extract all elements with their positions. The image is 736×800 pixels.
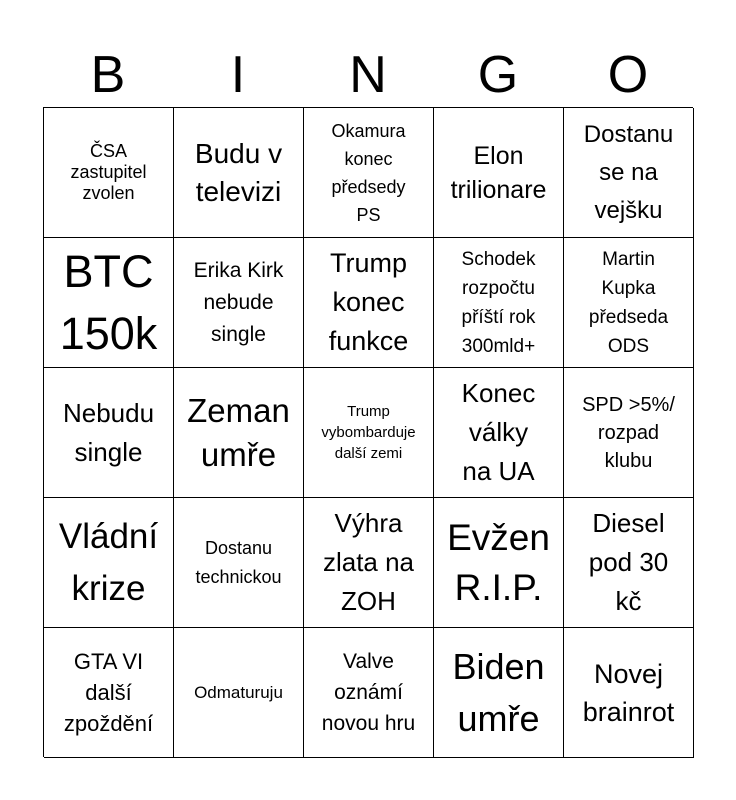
cell-line: příští rok xyxy=(461,306,536,328)
bingo-cell[interactable] xyxy=(174,498,304,628)
cell-line: zpoždění xyxy=(63,711,154,736)
bingo-cell[interactable] xyxy=(174,108,304,238)
cell-line: trilionare xyxy=(450,175,547,204)
cell-line: Konec xyxy=(461,378,536,408)
bingo-cell[interactable] xyxy=(434,628,564,758)
cell-line: konec xyxy=(332,287,405,317)
bingo-cell[interactable] xyxy=(44,498,174,628)
bingo-cell[interactable] xyxy=(44,368,174,498)
cell-line: 150k xyxy=(59,307,158,359)
header-letter-o: O xyxy=(607,46,649,104)
bingo-cell[interactable] xyxy=(564,108,694,238)
bingo-cell[interactable] xyxy=(434,498,564,628)
cell-line: na UA xyxy=(462,456,535,486)
bingo-header xyxy=(43,42,693,108)
cell-line: Martin xyxy=(602,248,655,270)
header-letter-b: B xyxy=(90,46,126,104)
cell-line: rozpad xyxy=(597,421,660,444)
cell-line: Trump xyxy=(329,248,407,278)
cell-line: BTC xyxy=(63,245,154,297)
bingo-cell[interactable] xyxy=(304,498,434,628)
cell-line: Evžen xyxy=(447,516,550,558)
cell-line: Vládní xyxy=(58,516,159,556)
cell-line: umře xyxy=(457,697,540,739)
bingo-cell[interactable] xyxy=(304,238,434,368)
cell-line: Okamura xyxy=(331,120,406,141)
cell-line: zvolen xyxy=(82,183,135,203)
cell-line: další xyxy=(85,680,132,705)
cell-line: ZOH xyxy=(341,586,396,616)
cell-line: pod 30 xyxy=(588,547,669,577)
cell-line: SPD >5%/ xyxy=(582,393,675,416)
cell-line: další zemi xyxy=(334,445,403,462)
cell-line: umře xyxy=(200,435,277,473)
bingo-cell[interactable] xyxy=(304,108,434,238)
bingo-cell[interactable] xyxy=(434,238,564,368)
bingo-cell[interactable] xyxy=(304,628,434,758)
cell-line: Erika Kirk xyxy=(193,258,284,282)
cell-line: Výhra xyxy=(334,508,403,538)
cell-line: Odmaturuju xyxy=(194,683,283,702)
cell-line: single xyxy=(74,436,143,467)
bingo-cell[interactable] xyxy=(434,368,564,498)
cell-line: ČSA xyxy=(89,141,127,161)
bingo-cell[interactable] xyxy=(174,238,304,368)
cell-line: novou hru xyxy=(321,712,416,735)
cell-line: Trump xyxy=(347,403,390,420)
bingo-cell[interactable] xyxy=(564,628,694,758)
cell-line: předsedy xyxy=(331,176,406,197)
cell-line: funkce xyxy=(328,326,409,356)
cell-line: vejšku xyxy=(594,196,663,224)
cell-line: R.I.P. xyxy=(454,566,543,608)
bingo-cell[interactable] xyxy=(174,368,304,498)
bingo-cell[interactable] xyxy=(304,368,434,498)
cell-line: kč xyxy=(615,586,642,616)
bingo-cell[interactable] xyxy=(564,238,694,368)
cell-line: Valve xyxy=(343,650,394,673)
cell-line: GTA VI xyxy=(73,649,144,674)
cell-line: Biden xyxy=(452,645,545,687)
bingo-cell[interactable] xyxy=(44,108,174,238)
bingo-cell[interactable] xyxy=(434,108,564,238)
cell-line: Schodek xyxy=(461,248,536,270)
header-letter-g: G xyxy=(477,46,519,104)
bingo-cell[interactable] xyxy=(44,238,174,368)
cell-line: krize xyxy=(71,568,146,608)
bingo-cell[interactable] xyxy=(174,628,304,758)
cell-line: oznámí xyxy=(334,681,403,704)
cell-line: Dostanu xyxy=(583,120,674,148)
cell-line: Budu v xyxy=(194,137,283,169)
cell-line: zastupitel xyxy=(70,162,147,182)
cell-line: vybombarduje xyxy=(321,424,416,441)
cell-line: války xyxy=(468,417,529,447)
cell-line: Novej xyxy=(593,658,663,689)
cell-line: Zeman xyxy=(187,391,290,429)
bingo-cell[interactable] xyxy=(44,628,174,758)
header-letter-n: N xyxy=(349,46,387,104)
cell-line: konec xyxy=(344,148,393,169)
cell-line: ODS xyxy=(607,335,650,357)
cell-line: zlata na xyxy=(322,547,415,577)
cell-line: Elon xyxy=(473,141,524,170)
cell-line: Kupka xyxy=(601,277,656,299)
cell-line: rozpočtu xyxy=(462,277,535,299)
cell-line: single xyxy=(211,322,266,346)
cell-line: se na xyxy=(599,158,658,186)
cell-line: PS xyxy=(356,204,381,225)
cell-line: klubu xyxy=(604,449,653,472)
cell-line: brainrot xyxy=(582,696,675,727)
bingo-grid xyxy=(43,107,693,757)
bingo-cell[interactable] xyxy=(564,368,694,498)
cell-line: technickou xyxy=(195,566,282,587)
cell-line: Diesel xyxy=(592,508,665,538)
cell-line: Nebudu xyxy=(62,397,155,428)
cell-line: 300mld+ xyxy=(461,335,536,357)
cell-line: nebude xyxy=(203,290,274,314)
header-letter-i: I xyxy=(230,46,246,104)
cell-line: Dostanu xyxy=(204,537,273,558)
bingo-cell[interactable] xyxy=(564,498,694,628)
cell-line: televizi xyxy=(195,175,282,207)
cell-line: předseda xyxy=(588,306,669,328)
